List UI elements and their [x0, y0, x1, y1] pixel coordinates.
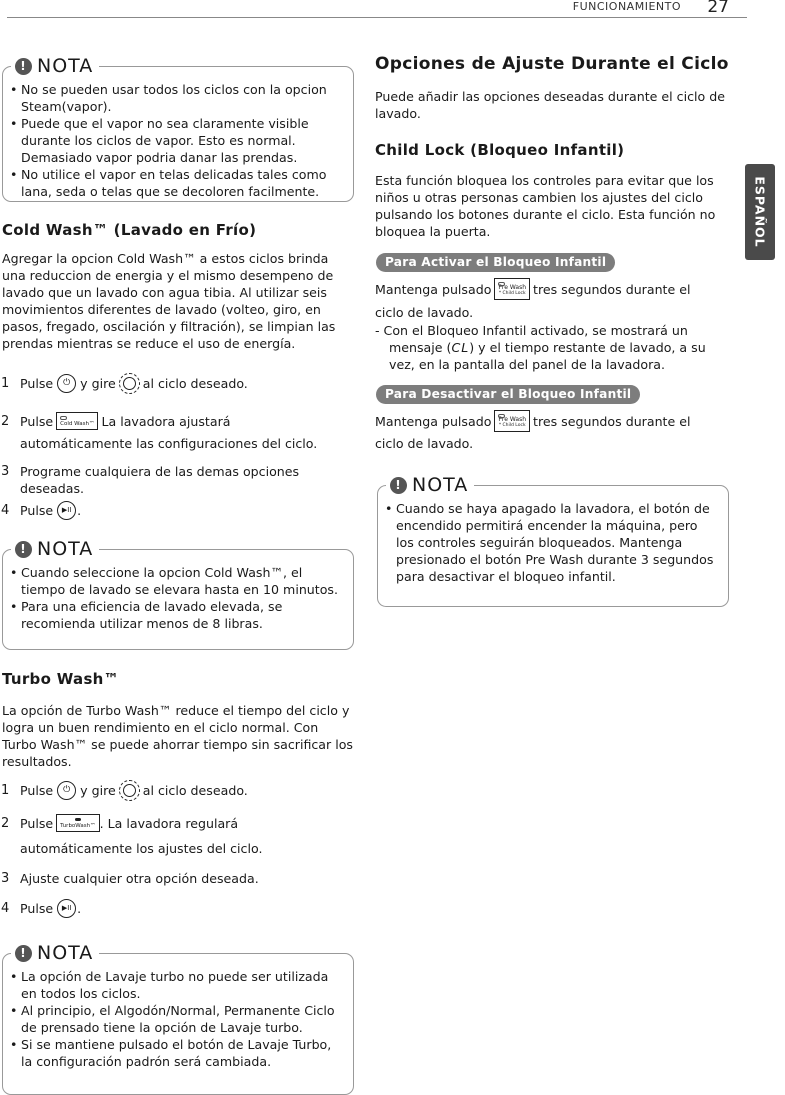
warning-icon: ! — [390, 477, 407, 494]
turbo-step-2: 2 Pulse TurboWash™ . La lavadora regulará — [1, 815, 239, 831]
activate-dash-3: vez, en la pantalla del panel de la lavadora. — [389, 357, 665, 372]
turbo-wash-heading: Turbo Wash™ — [2, 670, 119, 688]
nota-item: • No se pueden usar todos los ciclos con la opcion Steam(vapor). — [21, 81, 341, 115]
nota-title: NOTA — [37, 942, 94, 964]
deactivate-pill: Para Desactivar el Bloqueo Infantil — [376, 385, 640, 404]
pre-wash-button-icon: Pre Wash * Child Lock — [494, 410, 530, 432]
turbo-step-2-cont: automáticamente los ajustes del ciclo. — [20, 841, 263, 856]
page-number: 27 — [707, 0, 729, 17]
warning-icon: ! — [15, 541, 32, 558]
nota-item: • No utilice el vapor en telas delicadas tales como lana, seda o telas que se decoloren facilmente. — [21, 166, 341, 200]
nota-item: • Cuando se haya apagado la lavadora, el botón de encendido permitirá encender la máquina, pero los controles seguirán bloqueados. Mantenga presionado el botón Pre Wash durante 3 segundos para desactivar el bloqueo infantil. — [396, 500, 716, 585]
start-pause-icon: ▶II — [57, 899, 76, 918]
deactivate-line: Mantenga pulsado Pre Wash * Child Lock tres segundos durante el — [375, 410, 691, 432]
cold-step-3: 3 Programe cualquiera de las demas opciones deseadas. — [1, 464, 300, 496]
activate-dash-2: mensaje (CL) y el tiempo restante de lavado, a su — [389, 340, 706, 355]
page-header — [0, 0, 785, 20]
nota-box-cold-wash — [2, 538, 354, 650]
deactivate-line-cont: ciclo de lavado. — [375, 436, 474, 451]
options-heading: Opciones de Ajuste Durante el Ciclo — [375, 54, 729, 74]
turbo-wash-body: La opción de Turbo Wash™ reduce el tiempo del ciclo y logra un buen rendimiento en el ciclo normal. Con Turbo Wash™ se puede ahorrar tiempo sin sacrificar los resultados. — [2, 703, 353, 769]
warning-icon: ! — [15, 58, 32, 75]
nota-box-steam — [2, 55, 354, 202]
nota-title: NOTA — [37, 55, 94, 77]
turbo-step-3: 3 Ajuste cualquier otra opción deseada. — [1, 871, 259, 886]
nota-title: NOTA — [412, 474, 469, 496]
nota-item: • Puede que el vapor no sea claramente visible durante los ciclos de vapor. Esto es normal. Demasiado vapor podria danar las prendas. — [21, 115, 341, 166]
cold-wash-heading: Cold Wash™ (Lavado en Frío) — [2, 221, 257, 239]
turbo-wash-button-icon: TurboWash™ — [56, 814, 99, 832]
nota-box-turbo-wash — [2, 942, 354, 1095]
cold-step-1: 1 Pulse ⏻ y gire al ciclo deseado. — [20, 373, 248, 394]
turbo-step-4: 4 Pulse ▶II . — [1, 901, 82, 916]
section-title: FUNCIONAMIENTO — [572, 0, 681, 13]
language-tab: ESPAÑOL — [745, 164, 775, 260]
header-rule — [7, 17, 747, 18]
nota-item: • Al principio, el Algodón/Normal, Permanente Ciclo de prensado tiene la opción de Lavaje turbo. — [21, 1002, 341, 1036]
pre-wash-button-icon: Pre Wash * Child Lock — [494, 278, 530, 300]
nota-box-child-lock — [377, 474, 729, 607]
cold-wash-button-icon: Cold Wash™ — [56, 412, 98, 430]
activate-dash-1: - Con el Bloqueo Infantil activado, se mostrará un — [375, 323, 688, 338]
activate-line-cont: ciclo de lavado. — [375, 305, 474, 320]
child-lock-body: Esta función bloquea los controles para evitar que los niños u otras personas cambien los ajustes del ciclo pulsando los botones durante el ciclo. Esta función no bloquea la puerta. — [375, 173, 716, 239]
cycle-dial-icon — [119, 780, 140, 801]
cold-wash-body: Agregar la opcion Cold Wash™ a estos ciclos brinda una reduccion de energia y el mismo desempeno de lavado que un lavado con agua tibia. Al utilizar seis movimientos diferentes de lavado (volteo, giro, en pasos, fregado, oscilación y filtración), se limpian las prendas mientras se reduce el uso de energía. — [2, 251, 336, 351]
power-button-icon: ⏻ — [57, 374, 76, 393]
warning-icon: ! — [15, 945, 32, 962]
cl-display-icon: CL — [451, 340, 470, 355]
start-pause-icon: ▶II — [57, 501, 76, 520]
cold-step-2: 2 Pulse Cold Wash™ La lavadora ajustará — [1, 413, 231, 429]
activate-pill: Para Activar el Bloqueo Infantil — [376, 253, 615, 272]
cycle-dial-icon — [119, 373, 140, 394]
options-intro: Puede añadir las opciones deseadas durante el ciclo de lavado. — [375, 89, 725, 121]
child-lock-heading: Child Lock (Bloqueo Infantil) — [375, 141, 625, 159]
nota-title: NOTA — [37, 538, 94, 560]
nota-item: • Para una eficiencia de lavado elevada, se recomienda utilizar menos de 8 libras. — [21, 598, 341, 632]
turbo-step-1: 1 Pulse ⏻ y gire al ciclo deseado. — [20, 780, 248, 801]
activate-line: Mantenga pulsado Pre Wash * Child Lock tres segundos durante el — [375, 278, 691, 300]
nota-item: • Cuando seleccione la opcion Cold Wash™, el tiempo de lavado se elevara hasta en 10 minutos. — [21, 564, 341, 598]
cold-step-4: 4 Pulse ▶II . — [1, 503, 82, 518]
nota-item: • Si se mantiene pulsado el botón de Lavaje Turbo, la configuración padrón será cambiada. — [21, 1036, 341, 1070]
cold-step-2-cont: automáticamente las configuraciones del ciclo. — [20, 436, 318, 451]
nota-item: • La opción de Lavaje turbo no puede ser utilizada en todos los ciclos. — [21, 968, 341, 1002]
power-button-icon: ⏻ — [57, 781, 76, 800]
